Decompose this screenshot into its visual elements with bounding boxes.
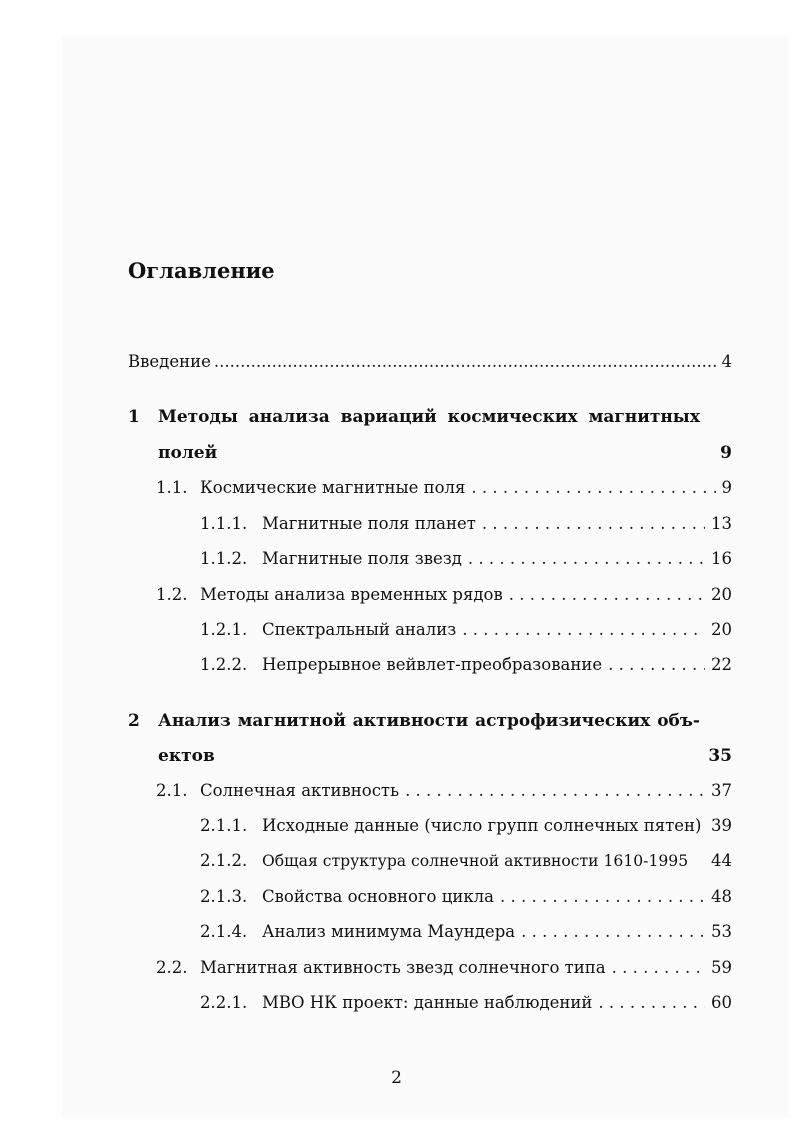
chapter-title-word: объ- — [657, 711, 700, 731]
subsection-number: 1.2.2. — [200, 655, 248, 674]
subsection-page: 20 — [711, 620, 732, 639]
toc-section[interactable] — [156, 585, 732, 605]
chapter-number: 1 — [128, 407, 140, 427]
subsection-page: 53 — [711, 922, 732, 941]
chapter-title-word: магнитных — [588, 407, 700, 427]
section-number: 2.1. — [156, 781, 188, 800]
chapter-number: 2 — [128, 711, 140, 731]
chapter-title-word: магнитной — [237, 711, 346, 731]
subsection-title: Магнитные поля звезд — [262, 549, 462, 568]
dot-leader — [598, 993, 705, 1013]
chapter-page: 35 — [708, 746, 732, 766]
subsection-title: Магнитные поля планет — [262, 514, 476, 533]
dot-leader — [500, 887, 705, 907]
subsection-title: Свойства основного цикла — [262, 887, 494, 906]
section-title: Методы анализа временных рядов — [200, 585, 503, 604]
toc-subsection[interactable] — [200, 922, 732, 942]
toc-entry-page: 4 — [721, 352, 732, 371]
toc-subsection[interactable] — [200, 549, 732, 569]
chapter-title-word: анализа — [248, 407, 330, 427]
page-sheet — [62, 36, 789, 1118]
dot-leader — [521, 922, 705, 942]
subsection-title: Анализ минимума Маундера — [262, 922, 516, 941]
toc-section[interactable] — [156, 958, 732, 978]
subsection-number: 2.1.2. — [200, 851, 248, 870]
subsection-title: Исходные данные (число групп солнечных пятен) — [262, 816, 702, 835]
chapter-title-word: Методы — [158, 407, 238, 427]
subsection-page: 60 — [711, 993, 732, 1012]
subsection-title: Непрерывное вейвлет-преобразование — [262, 655, 603, 674]
subsection-number: 2.2.1. — [200, 993, 248, 1012]
toc-subsection[interactable] — [200, 514, 732, 534]
dot-leader — [612, 958, 705, 978]
subsection-title: МВО НК проект: данные наблюдений — [262, 993, 593, 1012]
toc-heading: Оглавление — [128, 258, 275, 283]
chapter-title-word: вариаций — [340, 407, 437, 427]
subsection-title: Общая структура солнечной активности 1610-1995 — [262, 852, 689, 870]
toc-subsection[interactable] — [200, 851, 732, 871]
subsection-page: 44 — [711, 851, 732, 870]
toc-subsection[interactable] — [200, 887, 732, 907]
toc-entry-title: Введение — [128, 352, 211, 371]
subsection-page: 39 — [711, 816, 732, 835]
section-number: 1.1. — [156, 478, 188, 497]
chapter-title-line2[interactable]: полей — [158, 443, 218, 463]
chapter-title-line2[interactable]: ектов — [158, 746, 215, 766]
dot-leader — [509, 585, 705, 605]
subsection-number: 1.2.1. — [200, 620, 248, 639]
chapter-title-word: активности — [352, 711, 469, 731]
subsection-page: 13 — [711, 514, 732, 533]
chapter-title-word: космических — [447, 407, 578, 427]
dot-leader — [608, 655, 705, 675]
section-title: Магнитная активность звезд солнечного типа — [200, 958, 606, 977]
section-title: Космические магнитные поля — [200, 478, 466, 497]
toc-subsection[interactable] — [200, 816, 732, 836]
dot-leader — [482, 514, 705, 534]
toc-subsection[interactable] — [200, 620, 732, 640]
subsection-page: 48 — [711, 887, 732, 906]
subsection-number: 2.1.1. — [200, 816, 248, 835]
subsection-page: 16 — [711, 549, 732, 568]
chapter-page: 9 — [720, 443, 732, 463]
toc-entry-intro[interactable] — [128, 352, 732, 372]
toc-section[interactable] — [156, 781, 732, 801]
section-page: 37 — [711, 781, 732, 800]
chapter-title-word: астрофизических — [475, 711, 651, 731]
section-number: 1.2. — [156, 585, 188, 604]
dot-leader — [471, 478, 715, 498]
toc-section[interactable] — [156, 478, 732, 498]
subsection-number: 1.1.1. — [200, 514, 248, 533]
section-page: 59 — [711, 958, 732, 977]
section-title: Солнечная активность — [200, 781, 400, 800]
dot-leader — [405, 781, 705, 801]
chapter-title-line1[interactable] — [158, 711, 700, 731]
section-page: 9 — [721, 478, 732, 497]
chapter-title-line1[interactable] — [158, 407, 700, 427]
dot-leader — [462, 620, 705, 640]
subsection-number: 2.1.4. — [200, 922, 248, 941]
toc-subsection[interactable] — [200, 655, 732, 675]
subsection-number: 1.1.2. — [200, 549, 248, 568]
subsection-title: Спектральный анализ — [262, 620, 457, 639]
subsection-number: 2.1.3. — [200, 887, 248, 906]
dot-leader — [468, 549, 705, 569]
section-page: 20 — [711, 585, 732, 604]
subsection-page: 22 — [711, 655, 732, 674]
section-number: 2.2. — [156, 958, 188, 977]
toc-subsection[interactable] — [200, 993, 732, 1013]
page-number: 2 — [391, 1068, 402, 1088]
chapter-title-word: Анализ — [158, 711, 231, 731]
dot-leader — [214, 352, 719, 372]
